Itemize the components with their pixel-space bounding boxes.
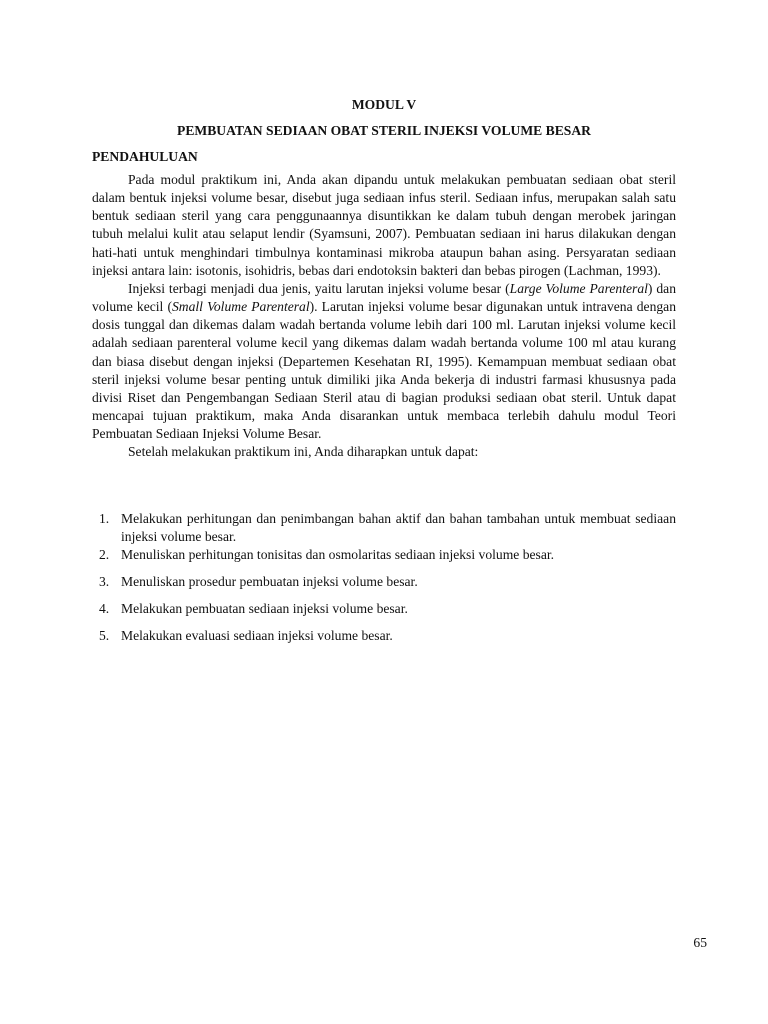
list-item (92, 600, 676, 618)
list-item (92, 546, 676, 564)
paragraph-2-part-c: ). Larutan injeksi volume besar digunakan untuk intravena dengan dosis tunggal dan dikemas dalam wadah bertanda volume lebih dari 100 ml. Larutan injeksi volume kecil adalah sediaan parenteral volume kecil yang dikemas dalam wadah bertanda volume 100 ml atau kurang dan biasa disebut dengan injeksi (Departemen Kesehatan RI, 1995). Kemampuan membuat sediaan obat steril injeksi volume besar penting untuk dimiliki jika Anda bekerja di industri farmasi khususnya pada divisi Riset dan Pengembangan Sediaan Steril atau di bagian produksi sediaan obat steril. Untuk dapat mencapai tujuan praktikum, maka Anda disarankan untuk membaca terlebih dahulu modul Teori Pembuatan Sediaan Injeksi Volume Besar. (92, 299, 676, 442)
list-item-text: Melakukan perhitungan dan penimbangan bahan aktif dan bahan tambahan untuk membuat sediaan injeksi volume besar. (121, 511, 676, 544)
module-title: MODUL V (351, 97, 417, 112)
list-item (92, 627, 676, 645)
list-item-text: Menuliskan perhitungan tonisitas dan osmolaritas sediaan injeksi volume besar. (121, 547, 555, 562)
module-subtitle: PEMBUATAN SEDIAAN OBAT STERIL INJEKSI VOLUME BESAR (177, 123, 591, 138)
list-item-number: 1. (99, 511, 110, 526)
list-item-number: 5. (99, 628, 110, 643)
paragraph-3: Setelah melakukan praktikum ini, Anda diharapkan untuk dapat: (128, 444, 479, 460)
paragraph-1: Pada modul praktikum ini, Anda akan dipandu untuk melakukan pembuatan sediaan obat steril dalam bentuk injeksi volume besar, disebut juga sediaan infus steril. Sediaan infus, merupakan salah satu bentuk sediaan steril yang cara penggunaannya disuntikkan ke dalam tubuh dengan merobek jaringan tubuh melalui kulit atau selaput lendir (Syamsuni, 2007). Pembuatan sediaan ini harus dilakukan dengan hati-hati untuk menghindari timbulnya kontaminasi mikroba ataupun bahan asing. Persyaratan sediaan injeksi antara lain: isotonis, isohidris, bebas dari endotoksin bakteri dan bebas pirogen (Lachman, 1993). (92, 172, 676, 278)
paragraph-2-part-a: Injeksi terbagi menjadi dua jenis, yaitu larutan injeksi volume besar ( (128, 280, 510, 296)
list-item-text: Menuliskan prosedur pembuatan injeksi volume besar. (121, 574, 418, 589)
page-number: 65 (693, 935, 707, 950)
section-heading: PENDAHULUAN (92, 149, 198, 164)
list-item (92, 510, 676, 546)
list-item-number: 4. (99, 601, 110, 616)
paragraph-2 (92, 280, 676, 443)
paragraph-2-italic-a: Large Volume Parenteral (509, 280, 648, 296)
objectives-list (92, 510, 676, 645)
list-item-text: Melakukan pembuatan sediaan injeksi volume besar. (121, 601, 408, 616)
list-item (92, 573, 676, 591)
list-item-number: 3. (99, 574, 110, 589)
paragraph-2-italic-b: Small Volume Parenteral (171, 299, 310, 315)
list-item-number: 2. (99, 547, 110, 562)
paragraph-2-part-b: ) dan volume kecil ( (92, 280, 676, 315)
list-item-text: Melakukan evaluasi sediaan injeksi volume besar. (121, 628, 393, 643)
body-text (92, 171, 676, 462)
